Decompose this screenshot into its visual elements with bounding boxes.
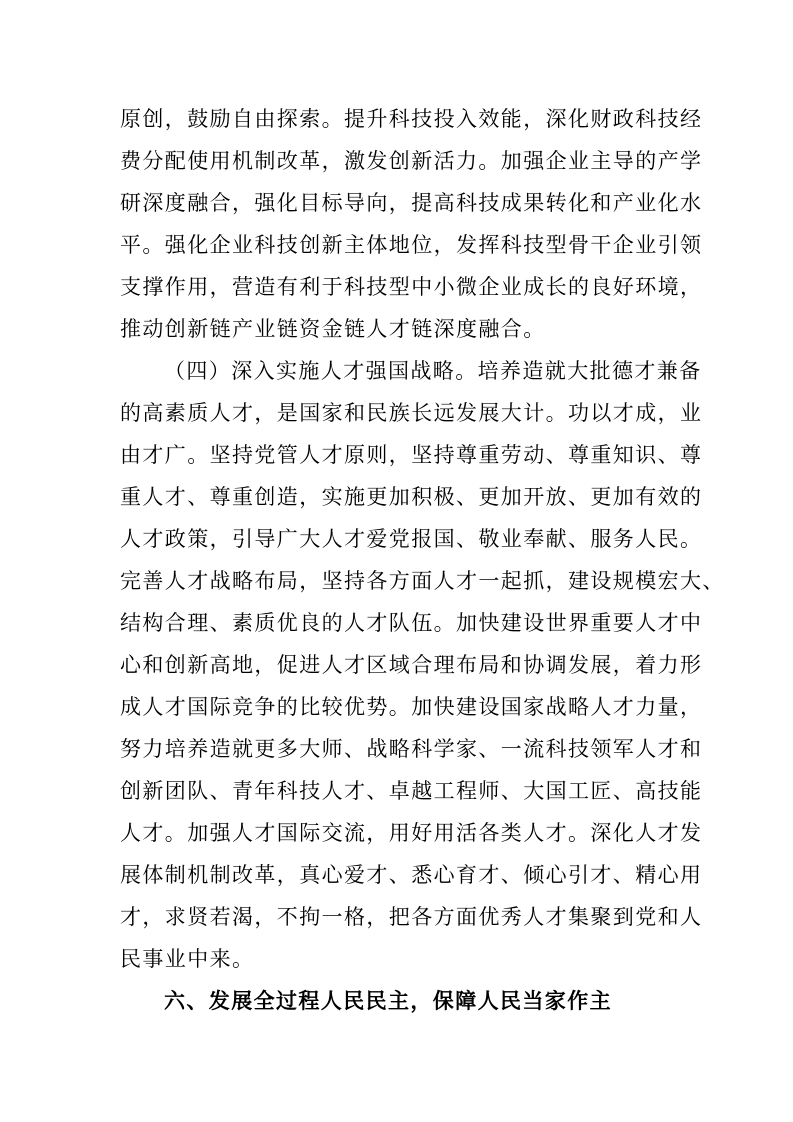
paragraph-line: （四）深入实施人才强国战略。培养造就大批德才兼备 <box>164 359 702 383</box>
paragraph-line: 努力培养造就更多大师、战略科学家、一流科技领军人才和 <box>120 737 703 761</box>
paragraph-line: 由才广。坚持党管人才原则，坚持尊重劳动、尊重知识、尊 <box>120 443 703 467</box>
paragraph-line: 成人才国际竞争的比较优势。加快建设国家战略人才力量， <box>120 695 703 719</box>
paragraph-line: 心和创新高地，促进人才区域合理布局和协调发展，着力形 <box>120 653 703 677</box>
paragraph-line: 的高素质人才，是国家和民族长远发展大计。功以才成，业 <box>120 401 703 425</box>
paragraph-line: 展体制机制改革，真心爱才、悉心育才、倾心引才、精心用 <box>120 863 703 887</box>
paragraph-line: 研深度融合，强化目标导向，提高科技成果转化和产业化水 <box>120 191 703 215</box>
paragraph-line: 支撑作用，营造有利于科技型中小微企业成长的良好环境， <box>120 275 703 299</box>
paragraph-line: 民事业中来。 <box>120 947 255 971</box>
paragraph-line: 创新团队、青年科技人才、卓越工程师、大国工匠、高技能 <box>120 779 703 803</box>
paragraph-line: 原创，鼓励自由探索。提升科技投入效能，深化财政科技经 <box>120 107 703 131</box>
paragraph-line: 完善人才战略布局，坚持各方面人才一起抓，建设规模宏大、 <box>120 569 725 593</box>
paragraph-line: 人才政策，引导广大人才爱党报国、敬业奉献、服务人民。 <box>120 527 703 551</box>
section-heading: 六、发展全过程人民民主，保障人民当家作主 <box>164 989 612 1013</box>
paragraph-line: 重人才、尊重创造，实施更加积极、更加开放、更加有效的 <box>120 485 703 509</box>
paragraph-line: 推动创新链产业链资金链人才链深度融合。 <box>120 317 546 341</box>
paragraph-line: 人才。加强人才国际交流，用好用活各类人才。深化人才发 <box>120 821 703 845</box>
paragraph-line: 费分配使用机制改革，激发创新活力。加强企业主导的产学 <box>120 149 703 173</box>
paragraph-line: 结构合理、素质优良的人才队伍。加快建设世界重要人才中 <box>120 611 703 635</box>
paragraph-line: 平。强化企业科技创新主体地位，发挥科技型骨干企业引领 <box>120 233 703 257</box>
paragraph-line: 才，求贤若渴，不拘一格，把各方面优秀人才集聚到党和人 <box>120 905 703 929</box>
